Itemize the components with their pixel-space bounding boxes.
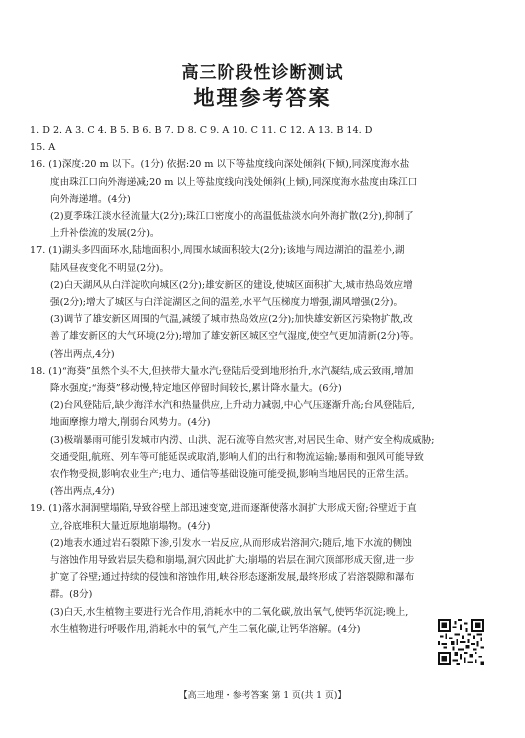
q17-part2-line: (2)白天湖风从白洋淀吹向城区(2分);雄安新区的建设,使城区面积扩大,城市热岛效应增 bbox=[50, 279, 413, 291]
q19-part2-line: 群。(8分) bbox=[50, 589, 93, 601]
q19-line: 19. (1)落水洞洞壁塌陷,导致谷壁上部迅速变宽,进而逐渐使落水洞扩大形成天窗;谷壁近于直 bbox=[30, 503, 417, 515]
q17-part2-line: 强(2分);增大了城区与白洋淀湖区之间的温差,水平气压梯度力增强,湖风增强(2分)。 bbox=[50, 297, 404, 309]
q18-part3-line: 交通受阻,航班、列车等可能延误或取消,影响人们的出行和物流运输;暴雨和强风可能导致 bbox=[50, 451, 424, 463]
q17-part3-line: 善了雄安新区的大气环境(2分);增加了雄安新区城区空气湿度,使空气更加清新(2分)等。 bbox=[50, 331, 420, 343]
q17-part3-line: (答出两点,4分) bbox=[50, 348, 115, 360]
q19-part2-line: (2)地表水通过岩石裂隙下渗,引发水一岩反应,从而形成岩溶洞穴;随后,地下水流的侧蚀 bbox=[50, 537, 412, 549]
qr-code-icon bbox=[438, 619, 484, 665]
q18-line: 18. (1)“海葵”虽然个头不大,但挟带大量水汽;登陆后受到地形抬升,水汽凝结,成云致雨,增加 bbox=[30, 365, 414, 377]
q18-line: 降水强度;“海葵”移动慢,特定地区停留时间较长,累计降水量大。(6分) bbox=[50, 383, 342, 395]
q16-part2-line: 上升补偿流的发展(2分)。 bbox=[50, 228, 160, 240]
q18-part3-line: 农作物受损,影响农业生产;电力、通信等基础设施可能受损,影响当地居民的正常生活。 bbox=[50, 469, 415, 481]
q16-line: 度由珠江口向外海递减;20 m 以上等盐度线向浅处倾斜(上倾),同深度海水盐度由珠江口 bbox=[50, 176, 418, 188]
q18-part3-line: (答出两点,4分) bbox=[50, 486, 115, 498]
mc-answers-line1: 1. D 2. A 3. C 4. B 5. B 6. B 7. D 8. C 9. A 10. C 11. C 12. A 13. B 14. D bbox=[30, 125, 373, 136]
q19-part3-line: 水生植物进行呼吸作用,消耗水中的氧气,产生二氧化碳,让钙华溶解。(4分) bbox=[50, 623, 361, 635]
page-title-line2: 地理参考答案 bbox=[193, 86, 332, 110]
mc-answers-line2: 15. A bbox=[30, 142, 56, 154]
q16-line: 向外海递增。(4分) bbox=[50, 193, 131, 205]
q16-part2-line: (2)夏季珠江淡水径流量大(2分);珠江口密度小的高温低盐淡水向外海扩散(2分),抑制了 bbox=[50, 211, 414, 223]
answer-content bbox=[30, 122, 489, 638]
q18-part2-line: 地面摩擦力增大,削弱台风势力。(4分) bbox=[50, 417, 211, 429]
page-title-line1: 高三阶段性诊断测试 bbox=[181, 63, 344, 83]
q17-line: 17. (1)湖头多四面环水,陆地面积小,周围水域面积较大(2分);该地与周边湖泊的温差小,湖 bbox=[30, 245, 405, 257]
q18-part3-line: (3)极端暴雨可能引发城市内涝、山洪、泥石流等自然灾害,对居民生命、财产安全构成威胁; bbox=[50, 434, 435, 446]
q18-part2-line: (2)台风登陆后,缺少海洋水汽和热量供应,上升动力减弱,中心气压逐渐升高;台风登陆后, bbox=[50, 400, 415, 412]
q19-part2-line: 与溶蚀作用导致岩层失稳和崩塌,洞穴因此扩大;崩塌的岩层在洞穴顶部形成天窗,进一步 bbox=[50, 555, 415, 567]
q16-line: 16. (1)深度:20 m 以下。(1分) 依据:20 m 以下等盐度线向深处倾斜(下倾),同深度海水盐 bbox=[30, 159, 410, 171]
page-footer: 【高三地理・参考答案 第 1 页(共 1 页)】 bbox=[178, 691, 347, 701]
q19-line: 立,谷底堆积大量近原地崩塌物。(4分) bbox=[50, 520, 211, 532]
q17-line: 陆风昼夜变化不明显(2分)。 bbox=[50, 262, 170, 274]
q17-part3-line: (3)调节了雄安新区周围的气温,减缓了城市热岛效应(2分);加快雄安新区污染物扩散,改 bbox=[50, 314, 413, 326]
q19-part2-line: 扩宽了谷壁;通过持续的侵蚀和溶蚀作用,峡谷形态逐渐发展,最终形成了岩溶裂隙和瀑布 bbox=[50, 572, 415, 584]
q19-part3-line: (3)白天,水生植物主要进行光合作用,消耗水中的二氧化碳,放出氧气,使钙华沉淀;晚上, bbox=[50, 606, 409, 618]
